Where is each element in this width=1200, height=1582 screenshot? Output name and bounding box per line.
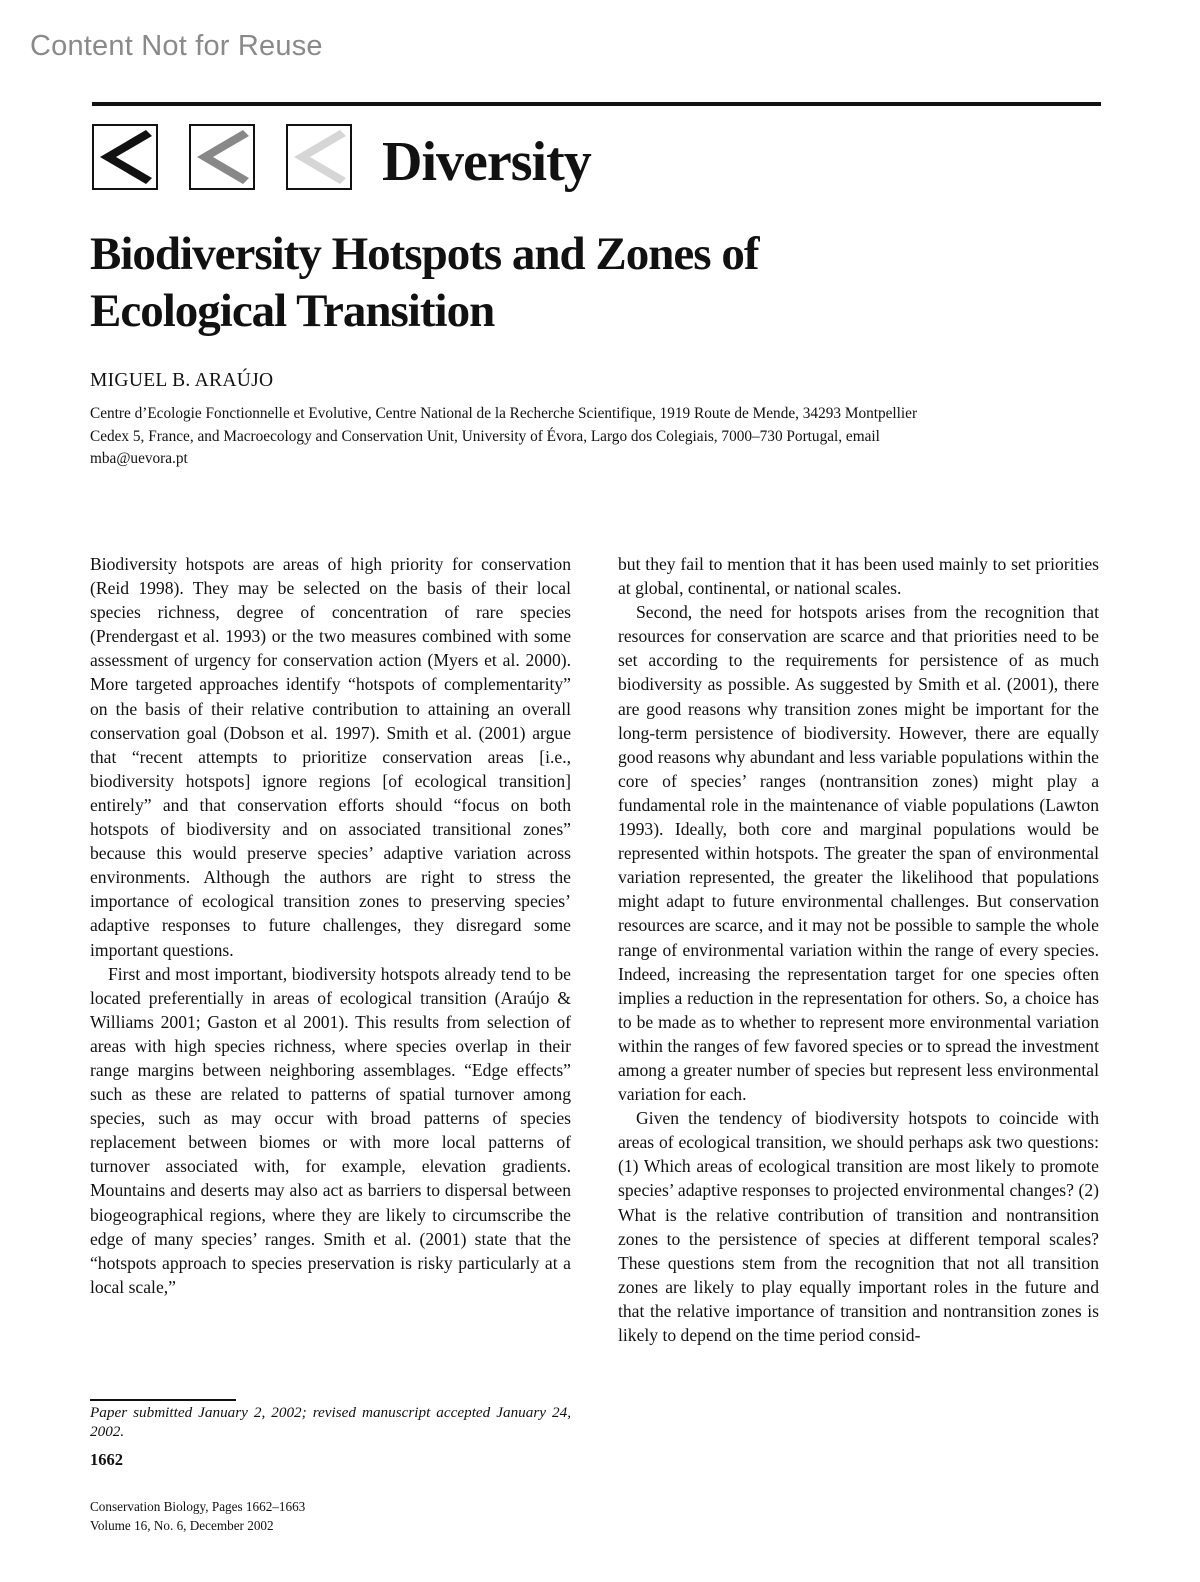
journal-pages: Conservation Biology, Pages 1662–1663 (90, 1499, 306, 1514)
section-label: Diversity (382, 131, 591, 193)
paragraph: Biodiversity hotspots are areas of high priority for conservation (Reid 1998). They may be selected on the basis of their local species richness, degree of concentration of rare species (Prendergast et al. 1993) or the two measures combined with some assessment of urgency for conservation action (Myers et al. 2000). More targeted approaches identify “hotspots of complementarity” on the basis of their relative contribution to attaining an overall conservation goal (Dobson et al. 1997). Smith et al. (2001) argue that “recent attempts to prioritize conservation areas [i.e., biodiversity hotspots] ignore regions [of ecological transition] entirely” and that conservation efforts should “focus on both hotspots of biodiversity and on associated transitional zones” because this would preserve species’ adaptive variation across environments. Although the authors are right to stress the importance of ecological transition zones to preserving species’ adaptive responses to future challenges, they disregard some important questions. (90, 554, 571, 960)
watermark: Content Not for Reuse (30, 30, 323, 62)
paragraph: First and most important, biodiversity hotspots already tend to be located preferentially in areas of ecological transition (Araújo & Williams 2001; Gaston et al 2001). This results from selection of areas with high species richness, where species overlap in their range margins between neighboring assemblages. “Edge effects” such as these are related to patterns of spatial turnover among species, such as may occur with broad patterns of species replacement between biomes or with more local patterns of turnover associated with, for example, elevation gradients. Mountains and deserts may also act as barriers to dispersal between biogeographical regions, where they are likely to circumscribe the edge of many species’ ranges. Smith et al. (2001) state that the “hotspots approach to species preservation is risky particularly at a local scale,” (90, 963, 571, 1297)
paragraph: but they fail to mention that it has been used mainly to set priorities at global, continental, or national scales. (618, 554, 1099, 599)
section-header (92, 124, 792, 192)
chevron-left-lightgray-icon (286, 124, 352, 190)
author-name: MIGUEL B. ARAÚJO (90, 370, 274, 391)
article-title: Biodiversity Hotspots and Zones of Ecological Transition (90, 228, 759, 337)
journal-volume: Volume 16, No. 6, December 2002 (90, 1518, 274, 1533)
submission-footnote: Paper submitted January 2, 2002; revised manuscript accepted January 24, 2002. (90, 1404, 571, 1440)
author-affiliation: Centre d’Ecologie Fonctionnelle et Evolutive, Centre National de la Recherche Scientifique, 1919 Route de Mende, 34293 Montpellier Cedex 5, France, and Macroecology and Conservation Unit, University of Évora, Largo dos Colegiais, 7000–730 Portugal, email mba@uevora.pt (90, 405, 918, 467)
body-column-right (618, 552, 1099, 1347)
body-column-left (90, 552, 571, 1299)
top-rule (92, 102, 1101, 106)
paragraph: Second, the need for hotspots arises from the recognition that resources for conservation are scarce and that priorities need to be set according to the requirements for persistence of as much biodiversity as possible. As suggested by Smith et al. (2001), there are good reasons why transition zones might be important for the long-term persistence of biodiversity. However, there are equally good reasons why abundant and less variable populations within the core of species’ ranges (nontransition zones) might play a fundamental role in the maintenance of viable populations (Lawton 1993). Ideally, both core and marginal populations would be represented within hotspots. The greater the span of environmental variation represented, the greater the likelihood that populations might adapt to future environmental challenges. But conservation resources are scarce, and it may not be possible to sample the whole range of environmental variation within the range of every species. Indeed, increasing the representation target for one species often implies a reduction in the representation for others. So, a choice has to be made as to whether to represent more environmental variation within the ranges of few favored species or to spread the investment among a greater number of species but represent less environmental variation for each. (618, 602, 1099, 1105)
paragraph: Given the tendency of biodiversity hotspots to coincide with areas of ecological transition, we should perhaps ask two questions: (1) Which areas of ecological transition are most likely to promote species’ adaptive responses to projected environmental changes? (2) What is the relative contribution of transition and nontransition zones to the persistence of species at different temporal scales? These questions stem from the recognition that not all transition zones are likely to play equally important roles in the future and that the relative importance of transition and nontransition zones is likely to depend on the time period consid- (618, 1108, 1099, 1345)
page-number: 1662 (90, 1450, 123, 1469)
chevron-left-gray-icon (189, 124, 255, 190)
chevron-left-black-icon (92, 124, 158, 190)
journal-citation (90, 1497, 305, 1535)
footnote-rule (90, 1399, 236, 1401)
